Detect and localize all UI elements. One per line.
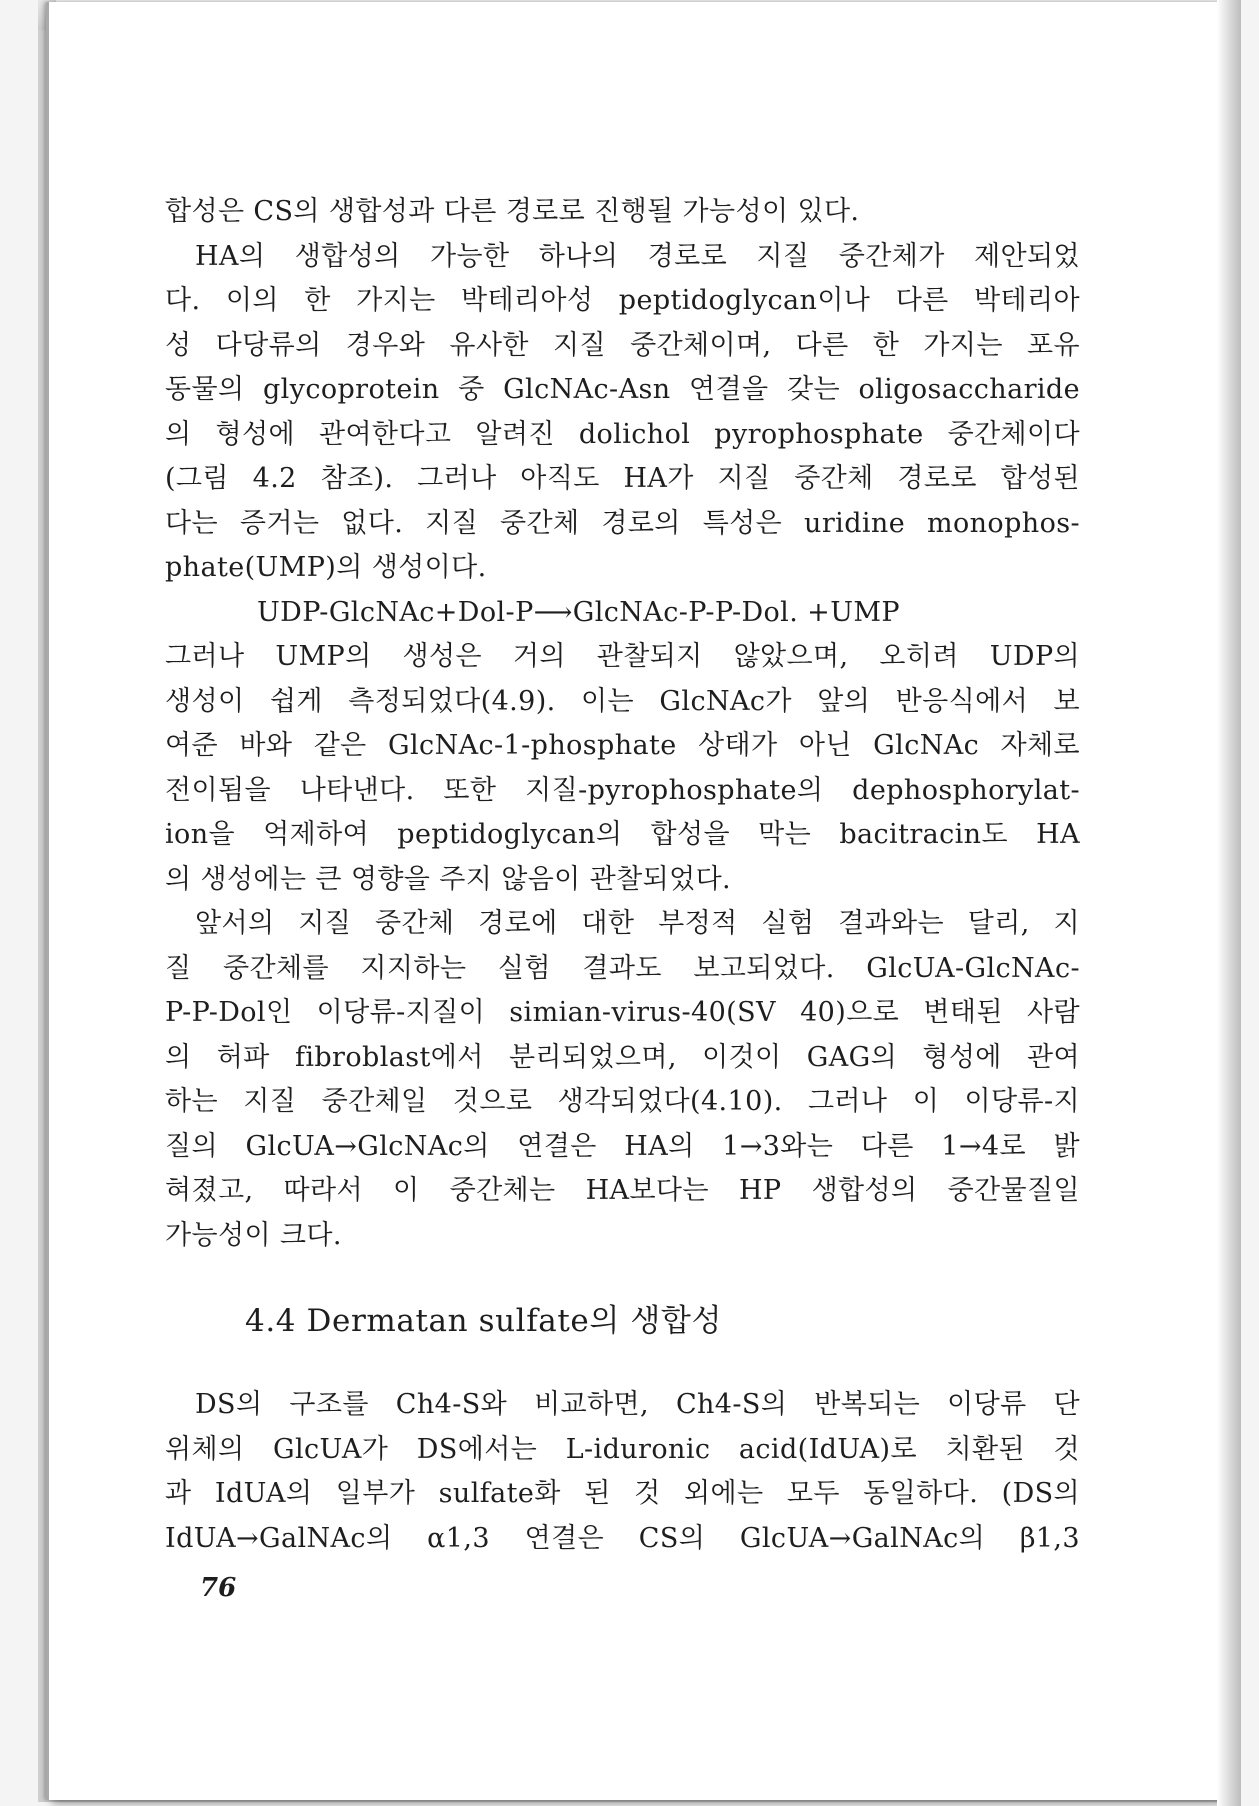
text-line: 질의 GlcUA→GlcNAc의 연결은 HA의 1→3와는 다른 1→4로 밝	[165, 1130, 1080, 1162]
paragraph-4	[165, 902, 1080, 1258]
reaction-equation: UDP-GlcNAc+Dol-P⟶GlcNAc-P-P-Dol. +UMP	[257, 596, 900, 628]
text-line: 위체의 GlcUA가 DS에서는 L-iduronic acid(IdUA)로 치환된 것	[165, 1433, 1080, 1465]
book-spine	[1217, 0, 1241, 1806]
text-line: 여준 바와 같은 GlcNAc-1-phosphate 상태가 아닌 GlcNAc 자체로	[165, 730, 1080, 761]
text-line: 전이됨을 나타낸다. 또한 지질-pyrophosphate의 dephosphorylat-	[165, 774, 1080, 806]
text-line: 다는 증거는 없다. 지질 중간체 경로의 특성은 uridine monophos-	[165, 507, 1080, 539]
text-line: 혀졌고, 따라서 이 중간체는 HA보다는 HP 생합성의 중간물질일	[165, 1175, 1080, 1206]
text-line: P-P-Dol인 이당류-지질이 simian-virus-40(SV 40)으로 변태된 사람	[165, 997, 1080, 1028]
text-line: 다. 이의 한 가지는 박테리아성 peptidoglycan이나 다른 박테리아	[165, 285, 1080, 316]
text-line: 생성이 쉽게 측정되었다(4.9). 이는 GlcNAc가 앞의 반응식에서 보	[165, 685, 1080, 717]
text-line: phate(UMP)의 생성이다.	[165, 552, 487, 583]
page-number: 76	[200, 1573, 237, 1603]
paragraph-5	[165, 1383, 1080, 1561]
text-line: 의 허파 fibroblast에서 분리되었으며, 이것이 GAG의 형성에 관여	[165, 1041, 1080, 1073]
text-line: 의 형성에 관여한다고 알려진 dolichol pyrophosphate 중간체이다	[165, 418, 1080, 450]
text-line: 하는 지질 중간체일 것으로 생각되었다(4.10). 그러나 이 이당류-지	[165, 1086, 1080, 1117]
text-line: ion을 억제하여 peptidoglycan의 합성을 막는 bacitracin도 HA	[165, 819, 1080, 850]
body-text	[165, 190, 1080, 1258]
text-line: DS의 구조를 Ch4-S와 비교하면, Ch4-S의 반복되는 이당류 단	[195, 1389, 1080, 1420]
text-line: IdUA→GalNAc의 α1,3 연결은 CS의 GlcUA→GalNAc의 β1,3	[165, 1522, 1080, 1554]
paragraph-2	[165, 235, 1080, 591]
text-line: 가능성이 크다.	[165, 1219, 342, 1251]
text-line: 질 중간체를 지지하는 실험 결과도 보고되었다. GlcUA-GlcNAc-	[165, 952, 1080, 984]
text-line: 성 다당류의 경우와 유사한 지질 중간체이며, 다른 한 가지는 포유	[165, 329, 1080, 361]
text-line: 과 IdUA의 일부가 sulfate화 된 것 외에는 모두 동일하다. (DS의	[165, 1478, 1080, 1509]
text-line: 앞서의 지질 중간체 경로에 대한 부정적 실험 결과와는 달리, 지	[195, 908, 1080, 939]
section-heading: 4.4 Dermatan sulfate의 생합성	[245, 1303, 722, 1339]
body-text-continued	[165, 1383, 1080, 1561]
paragraph-1	[165, 190, 1080, 235]
text-line: 합성은 CS의 생합성과 다른 경로로 진행될 가능성이 있다.	[165, 196, 860, 227]
text-line: 동물의 glycoprotein 중 GlcNAc-Asn 연결을 갖는 oligosaccharide	[165, 374, 1080, 405]
text-line: HA의 생합성의 가능한 하나의 경로로 지질 중간체가 제안되었	[195, 240, 1080, 272]
paragraph-3	[165, 635, 1080, 902]
text-line: 의 생성에는 큰 영향을 주지 않음이 관찰되었다.	[165, 863, 732, 895]
text-line: 그러나 UMP의 생성은 거의 관찰되지 않았으며, 오히려 UDP의	[165, 641, 1080, 672]
text-line: (그림 4.2 참조). 그러나 아직도 HA가 지질 중간체 경로로 합성된	[165, 463, 1080, 494]
